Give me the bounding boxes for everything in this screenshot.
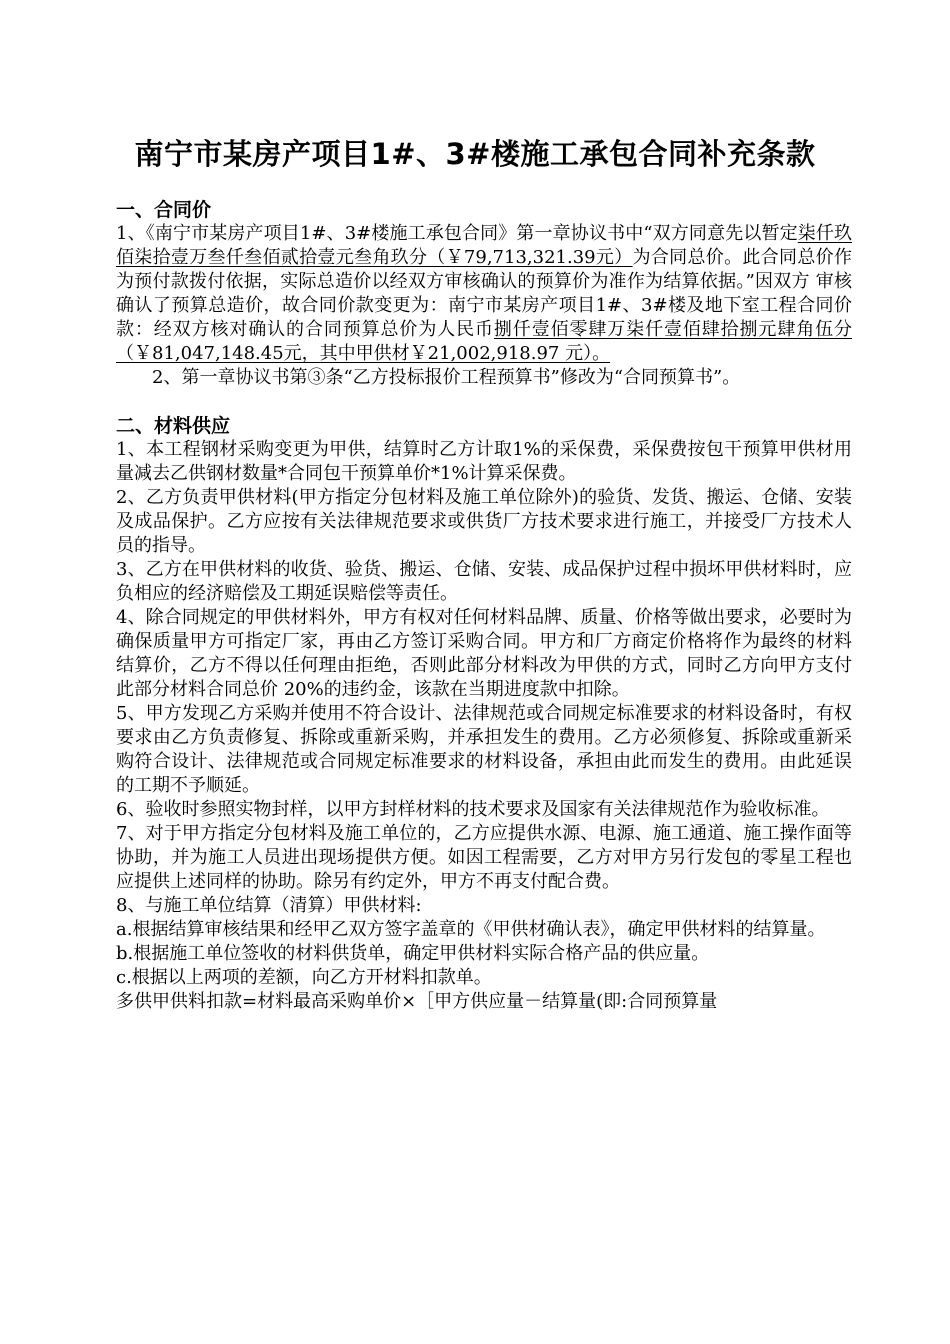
clause-1-1-text-a: 1、《南宁市某房产项目1#、3#楼施工承包合同》第一章协议书中“双方同意先以暂定: [116, 223, 798, 244]
revised-price-underlined: 捌仟壹佰零肆万柒仟壹佰肆拾捌元肆角伍分（￥81,047,148.45元，其中甲供材￥21,002,918.97 元）。: [116, 319, 853, 364]
clause-1-1: [116, 222, 852, 366]
document-body: [116, 198, 852, 1014]
clause-2-5: 5、甲方发现乙方采购并使用不符合设计、法律规范或合同规定标准要求的材料设备时，有权要求由乙方负责修复、拆除或重新采购，并承担发生的费用。乙方必须修复、拆除或重新采购符合设计、法律规范或合同规定标准要求的材料设备，承担由此而发生的费用。由此延误的工期不予顺延。: [116, 703, 852, 796]
section-heading-contract-price: 一、合同价: [116, 199, 212, 221]
document-title: 南宁市某房产项目1#、3#楼施工承包合同补充条款: [134, 137, 816, 171]
provisional-price-underlined: 柒仟玖佰柒拾壹万叁仟叁佰贰拾壹元叁角玖分（￥79,713,321.39元）: [116, 223, 852, 268]
clause-2-6: 6、验收时参照实物封样，以甲方封样材料的技术要求及国家有关法律规范作为验收标准。: [116, 799, 830, 820]
clause-2-2: 2、乙方负责甲供材料(甲方指定分包材料及施工单位除外)的验货、发货、搬运、仓储、安装及成品保护。乙方应按有关法律规范要求或供货厂方技术要求进行施工，并接受厂方技术人员的指导。: [116, 487, 852, 556]
clause-1-1-text-b: 为合同总价。此合同总价作为预付款拨付依据，实际总造价以经双方审核确认的预算价为准作为结算依据。”因双方 审核确认了预算总造价，故合同价款变更为：南宁市某房产项目1#、3#楼及地下室工程合同价款：经双方核对确认的合同预算总价为人民币: [116, 247, 852, 340]
clause-2-3: 3、乙方在甲供材料的收货、验货、搬运、仓储、安装、成品保护过程中损坏甲供材料时，应负相应的经济赔偿及工期延误赔偿等责任。: [116, 559, 852, 604]
clause-2-8-a: a.根据结算审核结果和经甲乙双方签字盖章的《甲供材确认表》，确定甲供材料的结算量。: [116, 919, 826, 940]
clause-2-7: 7、对于甲方指定分包材料及施工单位的，乙方应提供水源、电源、施工通道、施工操作面等协助，并为施工人员进出现场提供方便。如因工程需要，乙方对甲方另行发包的零星工程也应提供上述同样的协助。除另有约定外，甲方不再支付配合费。: [116, 823, 852, 892]
clause-2-8: 8、与施工单位结算（清算）甲供材料:: [116, 895, 422, 916]
clause-2-8-c: c.根据以上两项的差额，向乙方开材料扣款单。: [116, 967, 492, 988]
clause-2-1: 1、本工程钢材采购变更为甲供，结算时乙方计取1%的采保费，采保费按包干预算甲供材用量减去乙供钢材数量*合同包干预算单价*1%计算采保费。: [116, 439, 852, 484]
clause-2-4: 4、除合同规定的甲供材料外，甲方有权对任何材料品牌、质量、价格等做出要求，必要时为确保质量甲方可指定厂家，再由乙方签订采购合同。甲方和厂方商定价格将作为最终的材料结算价，乙方不得以任何理由拒绝，否则此部分材料改为甲供的方式，同时乙方向甲方支付此部分材料合同总价 20%的违约金，该款在当期进度款中扣除。: [116, 607, 852, 700]
section-heading-material-supply: 二、材料供应: [116, 415, 231, 437]
clause-2-8-b: b.根据施工单位签收的材料供货单，确定甲供材料实际合格产品的供应量。: [116, 943, 710, 964]
section-gap: [116, 390, 852, 414]
clause-1-2: 2、第一章协议书第③条“乙方投标报价工程预算书”修改为“合同预算书”。: [152, 367, 741, 388]
deduction-formula: 多供甲供料扣款=材料最高采购单价×［甲方供应量－结算量(即:合同预算量: [116, 991, 718, 1012]
